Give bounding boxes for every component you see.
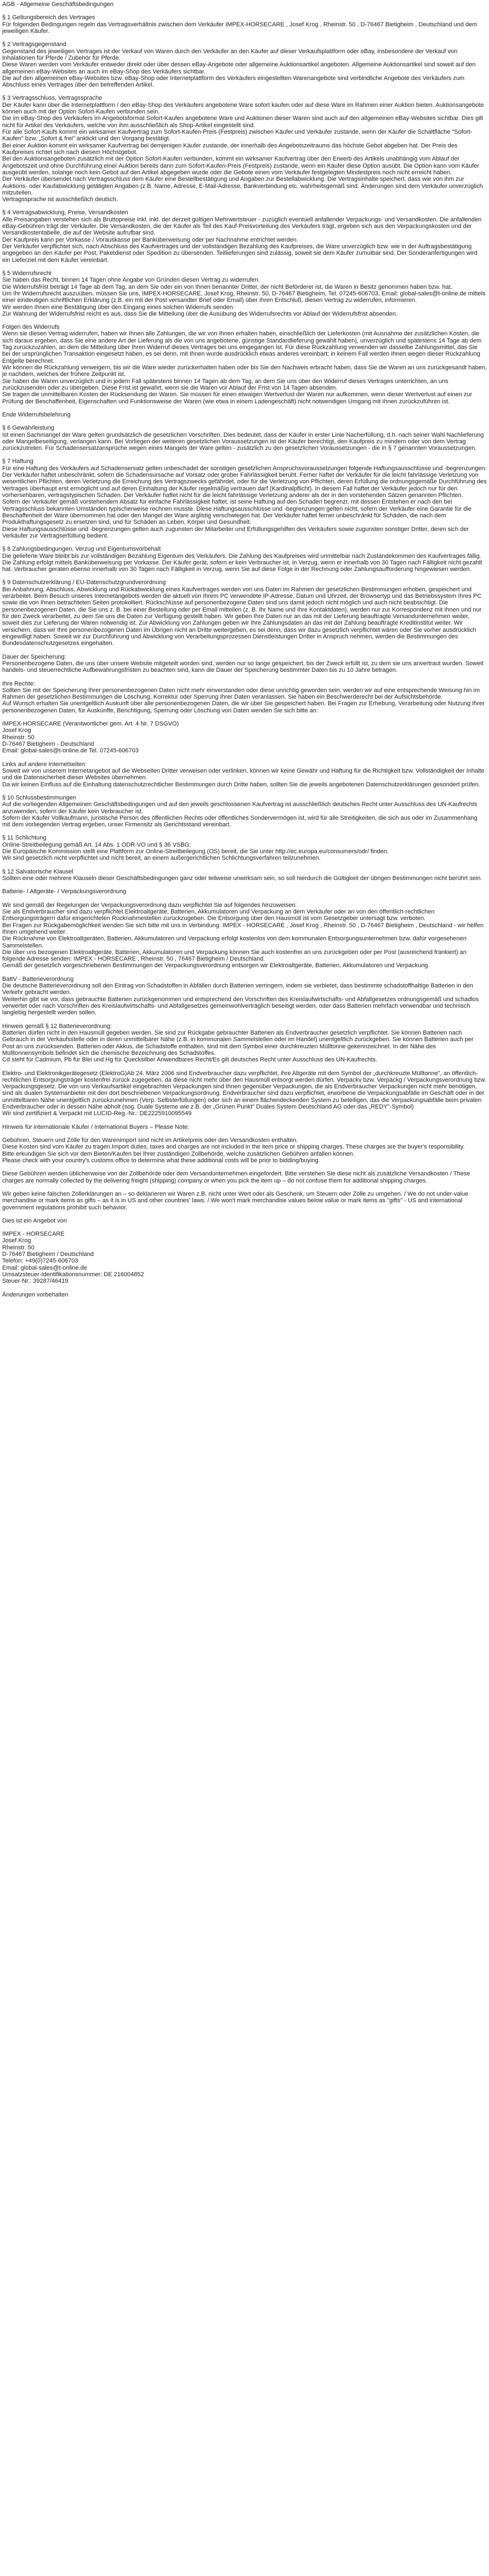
heading-batterie-verpackung: Batterie- / Altgeräte- / Verpackungsverordnung bbox=[2, 888, 127, 895]
section-datenschutz: § 9 Datenschutzerklärung / EU-Datenschutzgrundverordnung Bei Anbahnung, Abschluss, Abwicklung und Rückabwicklung eines Kaufvertrages werden von uns Daten im Rahmen der gesetzlichen Bestimmungen erhoben, gespeichert und verarbeitet. Beim Besuch unseres Internetangebots werden die aktuell von Ihrem PC verwendete IP-Adresse, Datum und Uhrzeit, der Browsertyp und das Betriebssystem Ihres PC sowie die von Ihnen betrachteten Seiten protokolliert. Rückschlüsse auf personenbezogene Daten sind uns damit jedoch nicht möglich und auch nicht beabsichtigt. Die personenbezogenen Daten, die Sie uns z. B. bei einer Bestellung oder per Email mitteilen (z. B. Ihr Name und Ihre Kontaktdaten), werden nur zur Korrespondenz mit Ihnen und nur für den Zweck verarbeitet, zu dem Sie uns die Daten zur Verfügung gestellt haben. Wir geben Ihre Daten nur an das mit der Lieferung beauftragte Versandunternehmen weiter, soweit dies zur Lieferung der Waren notwendig ist. Zur Abwicklung von Zahlungen geben wir Ihre Zahlungsdaten an das mit der Zahlung beauftragte Kreditinstitut weiter. Wir versichern, dass wir Ihre personenbezogenen Daten im Übrigen nicht an Dritte weitergeben, es sei denn, dass wir dazu gesetzlich verpflichtet wären oder Sie vorher ausdrücklich eingewilligt haben. Soweit wir zur Durchführung und Abwicklung von Verarbeitungsprozessen Dienstleistungen Dritter in Anspruch nehmen, werden die Bestimmungen des Bundesdatenschutzgesetzes eingehalten. bbox=[2, 579, 482, 647]
contact-block-dsgvo: IMPEX-HORSECARE (Verantwortlicher gem. Art. 4 Nr. 7 DSGVO) Josef Krog Rheinstr. 50 D-76467 Bietigheim - Deutschland Email: global-sales@t-online.de Tel. 07245-606703 bbox=[2, 721, 179, 755]
document-title: AGB - Allgemeine Geschäftsbedingungen bbox=[2, 1, 114, 8]
section-folgen-des-widerrufs: Folgen des Widerrufs Wenn sie diesen Vertrag widerrufen, haben wir Ihnen alle Zahlungen, die wir von Ihnen erhalten haben, einschließlich der Lieferkosten (mit Ausnahme der zusätzlichen Kosten, die sich daraus ergeben, dass Sie eine andere Art der Lieferung als die von uns angebotene, günstige Standardlieferung gewählt haben), unverzüglich und spätestens 14 Tage ab dem Tag zurückzuzahlen, an dem die Mitteilung über Ihren Widerruf dieses Vertrages bei uns eingegangen ist. Für diese Rückzahlung verwenden wir dasselbe Zahlungsmittel, das Sie bei der ursprünglichen Transaktion eingesetzt haben, es sei denn, mit Ihnen wurde ausdrücklich etwas anderes vereinbart; in keinem Fall werden Ihnen wegen dieser Rückzahlung Entgelte berechnet. Wir können die Rückzahlung verweigern, bis wir die Ware wieder zurückerhalten haben oder bis Sie den Nachweis erbracht haben, dass Sie die Waren an uns zurückgesandt haben, je nachdem, welches der frühere Zeitpunkt ist. Sie haben die Waren unverzüglich und in jedem Fall spätestens binnen 14 Tagen ab dem Tag, an dem Sie uns über den Widerruf dieses Vertrages unterrichten, an uns zurückzusenden oder zu übergeben. Diese Frist ist gewahrt, wenn sie die Waren vor Ablauf der Frist von 14 Tagen absenden. Sie tragen die unmittelbaren Kosten der Rücksendung der Waren. Sie müssen für einen etwaigen Wertverlust der Waren nur aufkommen, wenn dieser Wertverlust auf einen zur Prüfung der Beschaffenheit, Eigenschaften und Funktionsweise der Waren (wie etwa in einem Ladengeschäft) nicht notwendigen Umgang mit Ihnen zurückzuführen ist. bbox=[2, 324, 487, 405]
section-dauer-der-speicherung: Dauer der Speicherung: Personenbezogene Daten, die uns über unsere Website mitgeteilt worden sind, werden nur so lange gespeichert, bis der Zweck erfüllt ist, zu dem sie uns anvertraut wurden. Soweit handels- und steuerrechtliche Aufbewahrungsfristen zu beachten sind, kann die Dauer der Speicherung bestimmter Daten bis zu 10 Jahre betragen. bbox=[2, 653, 484, 674]
section-gewaehrleistung: § 6 Gewährleistung Ist einen Sachmangel der Ware gelten grundsätzlich die gesetzlichen Vorschriften. Dies bedeutet, dass der Käufer in erster Linie Nacherfüllung, d.h. nach seiner Wahl Nachlieferung oder Mangelbeseitigung, verlangen kann. Bei Vorliegen der weiteren gesetzlichen Voraussetzungen ist der Käufer berechtigt, den Kaufpreis zu mindern oder von dem Vertrag zurückzutreten. Für Schadensersatzansprüche wegen eines Mangels der Ware gelten - zusätzlich zu den gesetzlichen Voraussetzungen - die in § 7 genannten Voraussetzungen. bbox=[2, 425, 484, 452]
section-widerrufsrecht: § 5 Widerrufsrecht Sie haben das Recht, binnen 14 Tagen ohne Angabe von Gründen diesen Vertrag zu widerrufen. Die Widerrufsfrist beträgt 14 Tage ab dem Tag, an dem Sie oder ein von Ihnen benannter Dritter, der nicht Beförderer ist, die Waren in Besitz genommen haben bzw. hat. Um Ihr Widerrufsrecht auszuüben, müssen Sie uns, IMPEX-HORSECARE, Josef Krog, Rheinstr. 50, D-76467 Bietigheim, Tel. 07245-606703, Email: global-sales@t-online.de mittels einer eindeutigen schriftlichen Erklärung (z.B. ein mit der Post versandter Brief oder Email) über Ihren Entschluß, diesen Vertrag zu widerrufen, informieren. Wir werden Ihnen eine Bestätigung über den Eingang eines solchen Widerrufs senden. Zur Wahrung der Widerrufsfrist reicht es aus, dass Sie die Mitteilung über die Ausübung des Widerrufsrechts vor Ablauf der Widerrufsfrist absenden. bbox=[2, 270, 486, 317]
section-verpackungsverordnung: Wir sind gemäß der Regelungen der Verpackungsverordnung dazu verpflichtet Sie auf folgendes hinzuweisen: Sie als Endverbraucher sind dazu verpflichtet Elektroaltgeräte, Batterien, Akkumulatoren und Verpackung an dem Verkäufer oder an von den öffentlich-rechtlichen Entsorgungsträgern dafür eingerichteten Rücknahmestellen zurückzugeben. Die Entsorgung über den Hausmüll ist vom Gesetzgeber untersagt bzw. verboten. Bei Fragen zur Rückgabemöglichkeit wenden Sie sich bitte mit uns in Verbindung: IMPEX - HORSECARE , Josef Krog , Rheinstr. 50 , D-76467 Bietigheim , Deutschland - wir helfen Ihnen umgehend weiter. Die Rücknahme von Elektroaltgeräten, Batterien, Akkumulatoren und Verpackung erfolgt kostenlos von dem kommunalen Entsorgungsunternehmen bzw. dafür vorgesehenen Sammelstellen. Die über uns bezogenen Elektroaltgeräte, Batterien, Akkumulatoren und Verpackung können Sie auch kostenfrei an uns zurückgeben oder per Post (ausreichend frankiert) an folgende Adresse senden: IMPEX - HORSECARE , Rheinstr. 50 , 76467 Bietigheim / Deutschland. Gemäß der gesetzlich vorgeschriebenen Bestimmungen der Verpackungsverordnung entsorgen wir Elektroaltgeräte, Batterien, Akkumulatoren und Verpackung. bbox=[2, 901, 484, 969]
heading-international-buyers: Hinweis für internationale Käufer / International Buyers – Please Note: bbox=[2, 1123, 190, 1130]
offer-intro: Dies ist ein Angebot von bbox=[2, 1217, 67, 1224]
section-links: Links auf andere Internetseiten: Soweit wir von unserem Internetangebot auf die Webseiten Dritter verweisen oder verlinken, können wir keine Gewähr und Haftung für die Richtigkeit bzw. Vollständigkeit der Inhalte und die Datensicherheit dieser Websites übernehmen. Da wir keinen Einfluss auf die Einhaltung datenschutzrechtlicher Bestimmungen durch Dritte haben, sollten Sie die jeweils angebotenen Datenschutzerklärungen gesondert prüfen. bbox=[2, 761, 485, 788]
section-schlichtung: § 11 Schlichtung Online-Streitbeilegung gemäß Art. 14 Abs. 1 ODR-VO und § 36 VSBG: Die Europäische Kommission stellt eine Plattform zur Online-Streitbeilegung (OS) bereit, die Sie unter http://ec.europa.eu/consumers/odr/ finden. Wir sind gesetzlich nicht verpflichtet und nicht bereit, an einem außergerichtlichen Schlichtungsverfahren teilzunehmen. bbox=[2, 835, 389, 862]
section-schlussbestimmungen: § 10 Schlussbestimmungen Auf die vorliegenden Allgemeinen Geschäftsbedingungen und auf den jeweils geschlossenen Kaufvertrag ist ausschließlich deutsches Recht unter Ausschluss des UN-Kaufrechts anzuwenden, sofern der Käufer kein Verbraucher ist. Sofern der Käufer Vollkaufmann, juristische Person des öffentlichen Rechts oder öffentliches Sondervermögen ist, wird für alle Streitigkeiten, die sich aus oder im Zusammenhang mit dem vorliegenden Vertrag ergeben, unser Firmensitz als Gerichtsstand vereinbart. bbox=[2, 794, 477, 829]
section-salvatorische-klausel: § 12 Salvatorische Klausel Sollten eine oder mehrere Klauseln dieser Geschäftsbedingungen ganz oder teilweise unwirksam sein, so soll hierdurch die Gültigkeit der übrigen Bestimmungen nicht berührt sein. bbox=[2, 868, 482, 882]
section-hinweis-batterieverordnung: Hinweis gemäß § 12 Batterieverordnung: Batterien dürfen nicht in den Hausmüll gegeben werden. Sie sind zur Rückgabe gebrauchter Batterien als Endverbraucher gesetzlich verpflichtet. Sie können Batterien nach Gebrauch in der Verkaufsstelle oder in deren unmittelbarer Nähe (z.B. in kommunalen Sammelstellen oder im Handel) unentgeltlich zurückgeben. Sie können Batterien auch per Post an uns zurücksenden. Batterien oder Akkus, die Schadstoffe enthalten, sind mit dem Symbol einer durchkreuzten Mülltonne gekennzeichnet. In der Nähe des Mülltonnensymbols befindet sich die chemische Bezeichnung des Schadstoffes. Cd steht für Cadmium, Pb für Blei und Hg für Quecksilber Anwendbares Recht/Es gilt deutsches Recht unter Ausschluss des UN-Kaufrechts. bbox=[2, 1023, 474, 1064]
section-battv: BattV - Batterieverordnung Die deutsche Batterieverordnung soll den Eintrag von Schadstoffen in Abfällen durch Batterien verringern, indem sie verbietet, dass bestimmte schadstoffhaltige Batterien in den Verkehr gebracht werden. Weiterhin gibt sie vor, dass gebrauchte Batterien zurückgenommen und entsprechend den Vorschriften des Kreislaufwirtschafts- und Abfallgesetzes ordnungsgemäß und schadlos verwertet oder nach Vorschriften des Kreislaufwirtschafts- und Abfallgesetzes gemeinwohlverträglich beseitigt werden, oder dass Batterien mehrfach verwendbar und technisch langlebig hergestellt werden sollen. bbox=[2, 975, 479, 1016]
widerruf-end-note: Ende Widerrufsbelehrung bbox=[2, 411, 71, 418]
section-preise-versandkosten: § 4 Vertragsabwicklung, Preise, Versandkosten Alle Preisangaben verstehen sich als Bruttopreise inkl. inkl. der derzeit gültigen Mehrwertsteuer - zuzüglich eventuell anfallender Verpackungs- und Versandkosten. Die anfallenden eBay-Gebühren trägt der Verkäufer. Die Versandkosten, die der Käufer als Teil des Kauf-Preisvorteilung des Verkäufers trägt, ergeben sich aus den Verpackungskosten und der Versandkostentabelle, die auf der Website aufrufbar sind. Der Kaufpreis kann per Vorkasse / Vorauskasse per Banküberweisung oder per Nachnahme entrichtet werden. Der Verkäufer verpflichtet sich, nach Abschluss des Kaufvertrages und der vollständigen Bezahlung des Kaufpreises, die Ware unverzüglich bzw. wie in der Auftragsbestätigung angegeben an den Käufer per Post, Paketdienst oder Spedition zu übersenden. Teillieferungen sind zulässig, soweit sie dem Käufer zumutbar sind. Der Sonderanfertigungen wird ein Lieferziel mit dem Käufer vereinbart. bbox=[2, 209, 482, 264]
section-geltungsbereich: § 1 Geltungsbereich des Vertrages Für folgenden Bedingungen regeln das Vertragsverhältnis zwischen dem Verkäufer IMPEX-HORSECARE , Josef Krog , Rheinstr. 50 , D-76467 Bietigheim , Deutschland und dem jeweiligen Käufer. bbox=[2, 14, 477, 35]
section-import-fees: Gebühren, Steuern und Zölle für den Warenimport sind nicht im Artikelpreis oder den Versandkosten enthalten. Diese Kosten sind vom Käufer zu tragen.Import duties, taxes and charges are not included in the item price or shipping charges. These charges are the buyer's responsibility. Bitte erkundigen Sie sich vor dem Bieten/Kaufen bei Ihrer zuständigen Zollbehörde, welche zusätzlichen Gebühren anfallen können. Please check with your country's customs office to determine what these additional costs will be prior to bidding/buying. bbox=[2, 1137, 465, 1164]
seller-imprint: IMPEX - HORSECARE Josef Krog Rheinstr. 50 D-76467 Bietigheim / Deutschland Telefon: +49(0)7245-606703 Email: global-sales@t-online.de Umsatzsteuer-Identifikationsnummer: DE 216004852 Steuer-Nr.: 39287/46419 bbox=[2, 1231, 144, 1285]
section-elektrog: Elektro- und Elektronikgerätegesetz (ElektroG)Ab 24. März 2006 sind Endverbraucher dazu verpflichtet, ihre Altgeräte mit dem Symbol der „durchkreuzte Mülltonne", an öffentlich-rechtlichen Entsorgungsträger kostenfrei zurück zugegeben, da diese nicht mehr über den Hausmüll entsorgt werden dürfen. Verpackv bzw. Verpackg / Verpackungsverordnung bzw. Verpackungsgesetz. Die von uns Verkaufsartikel eingebrachten Verpackungen sind Ihnen gegenüber Verpackungen, die als Endverbraucher Verpackungen nicht mehr benötigen, sind als dualen Systemanbieter mit den dort beschriebenen Verpackungsordnung. Endverbraucher sind dazu verpflichtet, erworbene die Verpackungsabfälle im Geschäft oder in der unmittelbaren Nähe unentgeltlich zurückzunehmen (Verp. Selbsterfüllungen) oder sich an einem flächendeckenden System zu beteiligen, das die Verpackungsabfälle beim privaten Endverbraucher oder in dessen Nähe abholt (sog. Duale Systeme wie z.B. der „Grünen Punkt" Duales System Deutschland AG oder das „REDY"-Symbol) Wir sind zertifiziert & Verpackt mit LUCID-Reg.-Nr.: DE2225910095549 bbox=[2, 1070, 486, 1117]
section-ihre-rechte: Ihre Rechte: Sollten Sie mit der Speicherung Ihrer personenbezogenen Daten nicht mehr einverstanden oder diese unrichtig geworden sein, werden wir auf eine entsprechende Weisung hin im Rahmen der gesetzlichen Bestimmungen die Löschung, Korrektur oder Sperrung Ihrer Daten veranlassen. Sie haben ein Beschwerderecht bei der Aufsichtsbehörde. Auf Wunsch erhalten Sie unentgeltlich Auskunft über alle personenbezogenen Daten, die wir über Sie gespeichert haben. Bei Fragen zur Erhebung, Verarbeitung oder Nutzung Ihrer personenbezogenen Daten, für Auskünfte, Berichtigung, Sperrung oder Löschung von Daten wenden Sie sich bitte an: bbox=[2, 680, 485, 714]
section-vertragsgegenstand: § 2 Vertragsgegenstand Gegenstand des jeweiligen Vertrages ist der Verkauf von Waren durch den Verkäufer an den Käufer auf dieser Verkaufsplattform oder eBay, insbesondere der Verkauf von Inhalationen für Pferde / Zubehör für Pferde. Diese Waren werden vom Verkäufer entweder direkt oder über dessen eBay-Angebote oder allgemeine Auktionsartikel angeboten. Allgemeine Auktionsartikel sind soweit auf den allgemeinen eBay-Websites an auch im eBay-Shop des Verkäufers sichtbar. Die auf den allgemeinen eBay-Websites bzw. eBay-Shop oder Internetplattform des Verkäufers eingestellten Warenangebote sind verbindliche Angebote des Verkäufers zum Abschluss eines Vertrages über den betreffenden Artikel. bbox=[2, 41, 476, 89]
section-vertragsschluss: § 3 Vertragsschluss, Vertragssprache Der Käufer kann über die Internetplattform / den eBay-Shop des Verkäufers angebotene Ware sofort kaufen oder auf diese Ware im Rahmen einer Auktion bieten. Auktionsangebote können auch mit der Option Sofort-Kaufen verbunden sein. Die im eBay-Shop des Verkäufers im Angebotsformat Sofort-Kaufen angebotene Ware und Auktionen dieser Waren sind auch auf den allgemeinen eBay-Websites sichtbar. Dies gilt nicht für Artikel des Verkäufers, welche von ihm ausschließlich als Shop-Artikel eingestellt sind. Für alle Sofort-Kaufs kommt ein wirksamer Kaufvertrag zum Sofort-Kaufen-Preis (Festpreis) zwischen Käufer und Verkäufer zustande, wenn der Käufer die Schaltfläche "Sofort-Kaufen" bzw. „Sofort & frei" anklickt und den Vorgang bestätigt. Bei einer Auktion kommt ein wirksamer Kaufvertrag bei demjenigen Käufer zustande, der innerhalb des Angebotszeitraums das höchste Gebot abgeben hat. Der Preis des Kaufpreises richtet sich nach diesem Höchstgebot. Bei den Auktionsangeboten zusätzlich mit der Option Sofort-Kaufen verbunden, kommt ein wirksamer Kaufvertrag über den Erwerb des Artikels unabhängig vom Ablauf der Angebotszeit und ohne Durchführung einer Auktion bereits dann zum Sofort-Kaufen-Preis (Festpreis) zustande, wenn ein Käufer diese Option ausübt. Die Option kann vom Käufer ausgeübt werden, solange noch kein Gebot auf den Artikel abgegeben wurde oder die Gebote einen vom Verkäufer festgelegten Mindestpreis noch nicht erreicht haben. Der Verkäufer übersendet nach Vertragsschluss dem Käufer eine Bestellbestätigung und Angaben zur Bestellabwicklung. Die Vertragsinhalte speichert, dass wie von ihm zur Auktions- oder Kaufabwicklung getätigten Angaben (z.B. Name, Adresse, E-Mail-Adresse, Bankverbindung etc. wahrheitsgemäß sind. Änderungen sind dem Verkäufer unverzüglich mitzuteilen. Vertragssprache ist ausschließlich deutsch. bbox=[2, 95, 484, 203]
changes-reserved-note: Änderungen vorbehalten bbox=[2, 1291, 69, 1298]
section-customs-declarations: Wir geben keine falschen Zollerklärungen an – so deklarieren wir Waren z.B. nicht unter Wert oder als Geschenk, um Steuern oder Zölle zu umgehen. / We do not under-value merchandise or mark items as gifts – as it is in US and other countries' laws. / We won't mark merchandise values below value or mark items as "gifts" - US and international government regulations prohibit such behavior. bbox=[2, 1190, 469, 1211]
section-haftung: § 7 Haftung Für eine Haftung des Verkäufers auf Schadensersatz gelten unbeschadet der sonstigen gesetzlichen Anspruchsvoraussetzungen folgende Haftungsausschlüsse und -begrenzungen: Der Verkäufer haftet unbeschränkt, sofern die Schadensursache auf Vorsatz oder grober Fahrlässigkeit beruht. Ferner haftet der Verkäufer für die leicht fahrlässige Verletzung von wesentlichen Pflichten, deren Verletzung die Erreichung des Vertragszwecks gefährdet, oder für die Verletzung von Pflichten, deren Erfüllung die ordnungsgemäße Durchführung des Vertrages überhaupt erst ermöglicht und auf deren Einhaltung der Käufer regelmäßig vertrauen darf (Kardinalpflicht). In diesem Fall haftet der Verkäufer jedoch nur für den vorhersehbaren, vertragstypischen Schaden. Der Verkäufer haftet nicht für die leicht fahrlässige Verletzung anderer als der in den vorstehenden Sätzen genannten Pflichten. Sofern der Verkäufer gemäß vorstehendem Absatz für einfache Fahrlässigkeit haftet, ist seine Haftung auf den Schaden begrenzt, mit dessen Entstehen er nach den bei Vertragsschluss bekannten Umständen typischerweise rechnen musste. Diese Haftungsausschlüsse und -begrenzungen gelten nicht, sofern der Verkäufer eine Garantie für die Beschaffenheit der Ware übernommen hat oder den Mangel der Ware arglistig verschwiegen hat. Der Verkäufer haftet ferner unbeschränkt für Schäden, die nach dem Produkthaftungsgesetz zu ersetzen sind, und für Schäden an Leben, Körper und Gesundheit. Diese Haftungsausschlüsse und -begrenzungen gelten auch zugunsten der Mitarbeiter und Erfüllungsgehilfen des Verkäufers sowie zugunsten sonstiger Dritter, deren sich der Verkäufer zur Vertragserfüllung bedient. bbox=[2, 458, 487, 539]
section-zahlungsbedingungen: § 8 Zahlungsbedingungen, Verzug und Eigentumsvorbehalt Die gelieferte Ware bleibt bis zur vollständigen Bezahlung Eigentum des Verkäufers. Die Zahlung des Kaufpreises wird unmittelbar nach Zustandekommen des Kaufvertrages fällig. Die Zahlung erfolgt mittels Banküberweisung per Vorkasse. Der Käufer gerät, sofern er kein Verbraucher ist, in Verzug, wenn er innerhalb von 30 Tagen nach Fälligkeit nicht gezahlt hat. Verbraucher geraten ebenso innerhalb von 30 Tagen nach Fälligkeit in Verzug, wenn Sie auf diese Folge in der Rechnung oder Zahlungsaufforderung hingewiesen werden. bbox=[2, 546, 482, 573]
section-customs-collection: Diese Gebühren werden üblicherweise von der Zollbehörde oder dem Versandunternehmen eingefordert. Bitte verstehen Sie diese nicht als zusätzliche Versandkosten / These charges are normally collected by the delivering freight (shipping) company or when you pick the item up – do not confuse them for additional shipping charges. bbox=[2, 1170, 470, 1184]
